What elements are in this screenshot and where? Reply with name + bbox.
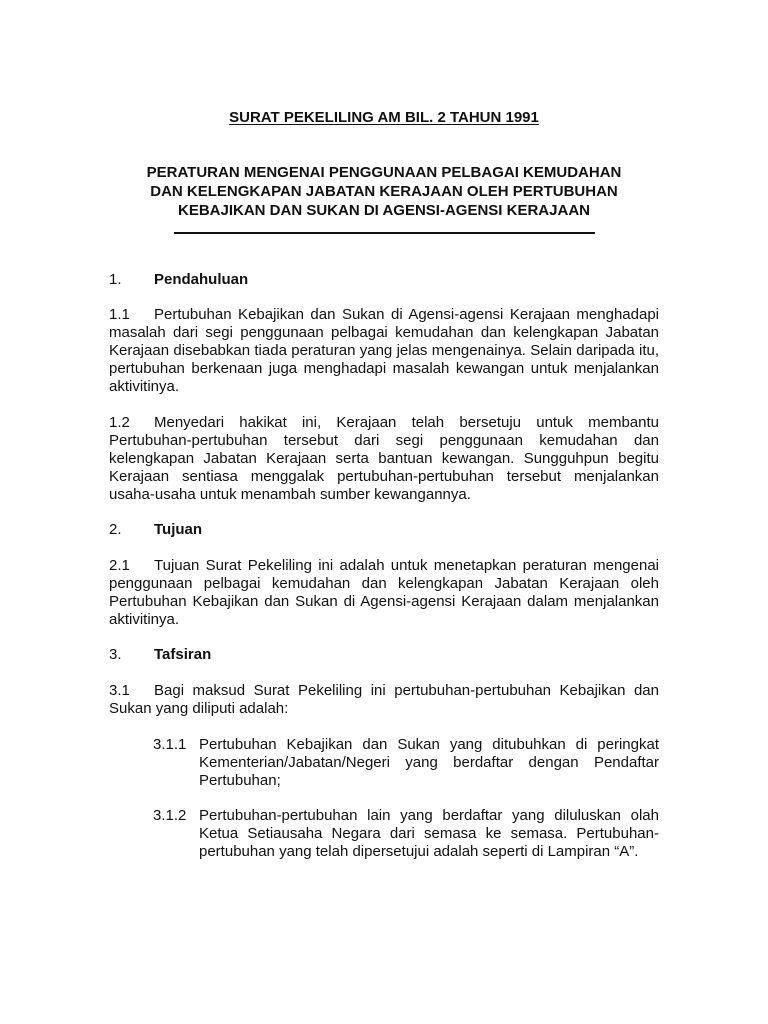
subtitle-line: DAN KELENGKAPAN JABATAN KERAJAAN OLEH PERTUBUHAN xyxy=(150,183,618,200)
paragraph-number: 1.1 xyxy=(109,306,130,323)
section-title: Tafsiran xyxy=(154,646,212,663)
paragraph-1-2 xyxy=(109,414,659,504)
subtitle-line: PERATURAN MENGENAI PENGGUNAAN PELBAGAI KEMUDAHAN xyxy=(146,164,622,181)
paragraph-number: 3.1.2 xyxy=(153,807,187,824)
section-number: 2. xyxy=(109,521,122,538)
paragraph-2-1 xyxy=(109,557,659,629)
paragraph-3-1 xyxy=(109,682,659,718)
section-title: Pendahuluan xyxy=(154,271,249,288)
section-number: 1. xyxy=(109,271,122,288)
paragraph-number: 3.1.1 xyxy=(153,736,187,753)
paragraph-1-1 xyxy=(109,306,659,396)
title-divider xyxy=(174,232,595,234)
paragraph-text: Bagi maksud Surat Pekeliling ini pertubuhan-pertubuhan Kebajikan dan Sukan yang diliputi adalah: xyxy=(109,682,659,717)
paragraph-text: Tujuan Surat Pekeliling ini adalah untuk menetapkan peraturan mengenai penggunaan pelbagai kemudahan dan kelengkapan Jabatan Kerajaan oleh Pertubuhan Kebajikan dan Sukan di Agensi-agensi Kerajaan dalam menjalankan aktivitinya. xyxy=(109,557,659,628)
paragraph-number: 2.1 xyxy=(109,557,130,574)
document-title: SURAT PEKELILING AM BIL. 2 TAHUN 1991 xyxy=(229,109,539,126)
paragraph-number: 1.2 xyxy=(109,414,130,431)
paragraph-text: Pertubuhan Kebajikan dan Sukan yang ditubuhkan di peringkat Kementerian/Jabatan/Negeri yang berdaftar dengan Pendaftar Pertubuhan; xyxy=(199,736,659,789)
paragraph-3-1-2 xyxy=(153,807,659,861)
section-heading-pendahuluan xyxy=(109,271,248,288)
paragraph-3-1-1 xyxy=(153,736,659,790)
paragraph-text: Menyedari hakikat ini, Kerajaan telah bersetuju untuk membantu Pertubuhan-pertubuhan tersebut dari segi penggunaan kemudahan dan kelengkapan Jabatan Kerajaan serta bantuan kewangan. Sungguhpun begitu Kerajaan sentiasa menggalak pertubuhan-pertubuhan tersebut menjalankan usaha-usaha untuk menambah sumber kewangannya. xyxy=(109,414,659,503)
paragraph-number: 3.1 xyxy=(109,682,130,699)
paragraph-text: Pertubuhan Kebajikan dan Sukan di Agensi-agensi Kerajaan menghadapi masalah dari segi penggunaan pelbagai kemudahan dan kelengkapan Jabatan Kerajaan disebabkan tiada peraturan yang jelas mengenainya. Selain daripada itu, pertubuhan berkenaan juga menghadapi masalah kewangan untuk menjalankan aktivitinya. xyxy=(109,306,659,395)
section-heading-tafsiran xyxy=(109,646,211,663)
document-subtitle xyxy=(100,163,668,220)
subtitle-line: KEBAJIKAN DAN SUKAN DI AGENSI-AGENSI KERAJAAN xyxy=(178,202,590,219)
section-heading-tujuan xyxy=(109,521,202,538)
section-title: Tujuan xyxy=(154,521,203,538)
paragraph-text: Pertubuhan-pertubuhan lain yang berdaftar yang diluluskan olah Ketua Setiausaha Negara dari semasa ke semasa. Pertubuhan-pertubuhan yang telah dipersetujui adalah seperti di Lampiran “A”. xyxy=(199,807,659,860)
section-number: 3. xyxy=(109,646,122,663)
